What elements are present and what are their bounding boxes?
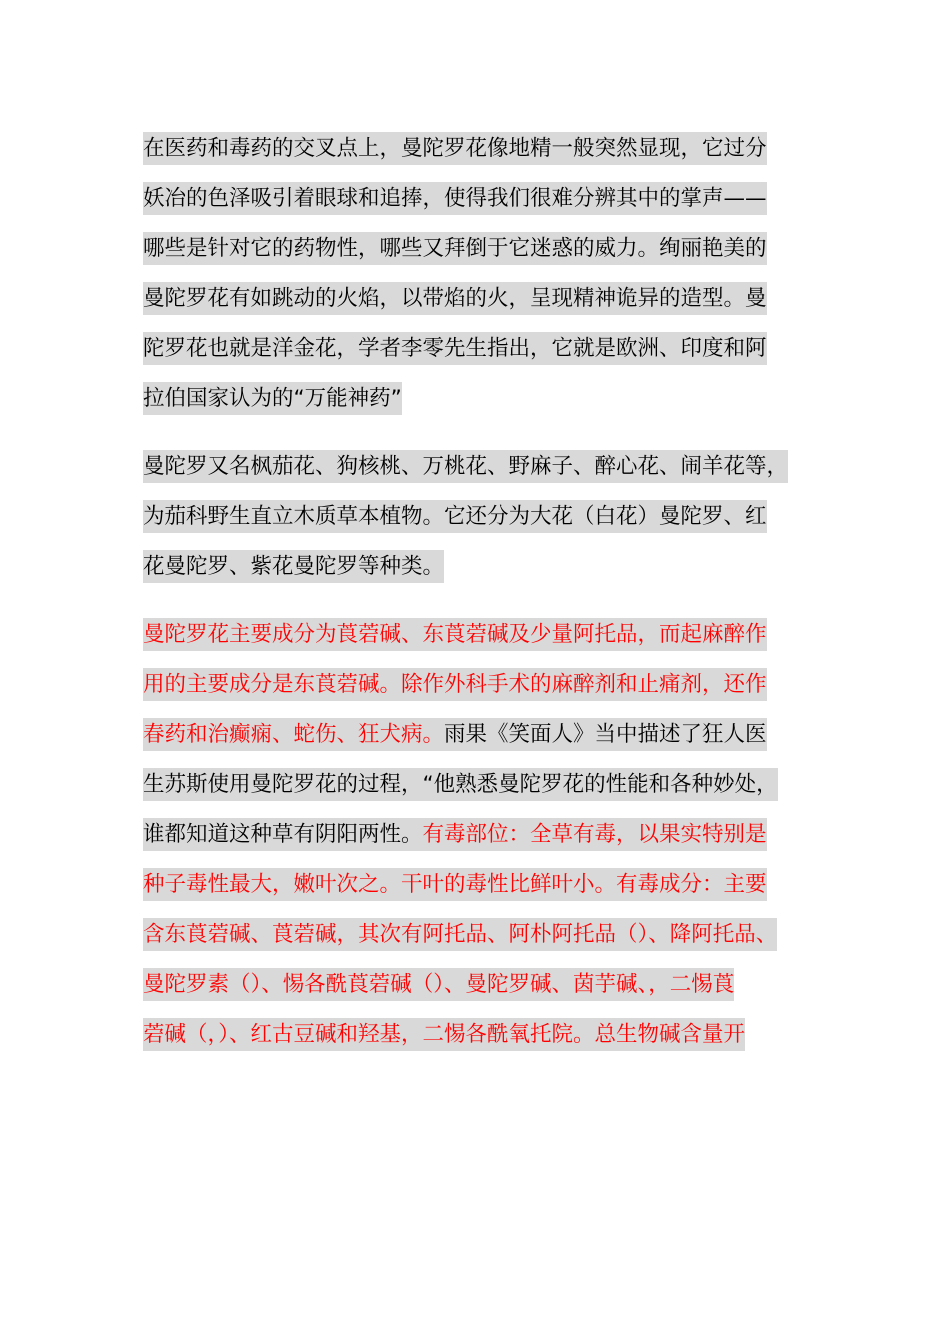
text-line [143, 760, 815, 810]
emphasis-text-segment: 曼陀罗花主要成分为莨菪碱、东莨菪碱及少量阿托品，而起麻醉作 [143, 622, 767, 647]
text-line [143, 324, 815, 374]
text-line [143, 274, 815, 324]
text-line [143, 660, 815, 710]
text-segment: 生苏斯使用曼陀罗花的过程，“他熟悉曼陀罗花的性能和各种妙处， [143, 772, 778, 797]
highlighted-text [143, 500, 767, 533]
text-line [143, 124, 815, 174]
text-line [143, 860, 815, 910]
text-line [143, 710, 815, 760]
paragraph-components [143, 610, 815, 1060]
text-line [143, 224, 815, 274]
emphasis-text-segment: 春药和治癫痫、蛇伤、狂犬病。 [143, 722, 445, 747]
highlighted-text [143, 332, 767, 365]
emphasis-text-segment: 用的主要成分是东莨菪碱。除作外科手术的麻醉剂和止痛剂，还作 [143, 672, 767, 697]
highlighted-text [143, 668, 767, 701]
text-line [143, 492, 815, 542]
highlighted-text [143, 868, 767, 901]
text-line [143, 174, 815, 224]
text-segment: 拉伯国家认为的“万能神药” [143, 386, 402, 411]
text-segment: 雨果《笑面人》当中描述了狂人医 [444, 722, 767, 747]
emphasis-text-segment: 曼陀罗素（）、惕各酰莨菪碱（）、曼陀罗碱、茵芋碱、，二惕莨 [143, 972, 735, 997]
emphasis-text-segment: 含东莨菪碱、莨菪碱，其次有阿托品、阿朴阿托品（）、降阿托品、 [143, 922, 778, 947]
paragraph-intro [143, 124, 815, 424]
text-segment: 花曼陀罗、紫花曼陀罗等种类。 [143, 554, 445, 579]
highlighted-text [143, 132, 767, 165]
text-segment: 谁都知道这种草有阴阳两性。 [143, 822, 423, 847]
emphasis-text-segment: 菪碱（，）、红古豆碱和羟基，二惕各酰氧托院。总生物碱含量开 [143, 1022, 746, 1047]
emphasis-text-segment: 有毒部位：全草有毒，以果实特别是 [422, 822, 767, 847]
text-segment: 曼陀罗又名枫茄花、狗核桃、万桃花、野麻子、醉心花、闹羊花等， [143, 454, 789, 479]
text-line [143, 960, 815, 1010]
text-line [143, 442, 815, 492]
text-segment: 哪些是针对它的药物性，哪些又拜倒于它迷惑的威力。绚丽艳美的 [143, 236, 767, 261]
highlighted-text [143, 232, 767, 265]
highlighted-text [143, 382, 402, 415]
highlighted-text [143, 718, 767, 751]
highlighted-text [143, 450, 788, 483]
highlighted-text [143, 1018, 745, 1051]
text-segment: 妖冶的色泽吸引着眼球和追捧，使得我们很难分辨其中的掌声—— [143, 186, 767, 211]
highlighted-text [143, 618, 767, 651]
text-line [143, 810, 815, 860]
paragraph-aliases [143, 442, 815, 592]
text-segment: 在医药和毒药的交叉点上，曼陀罗花像地精一般突然显现，它过分 [143, 136, 767, 161]
highlighted-text [143, 818, 767, 851]
highlighted-text [143, 918, 777, 951]
text-line [143, 542, 815, 592]
highlighted-text [143, 768, 778, 801]
text-segment: 陀罗花也就是洋金花，学者李零先生指出，它就是欧洲、印度和阿 [143, 336, 767, 361]
text-segment: 为茄科野生直立木质草本植物。它还分为大花（白花）曼陀罗、红 [143, 504, 767, 529]
text-line [143, 610, 815, 660]
text-line [143, 910, 815, 960]
text-segment: 曼陀罗花有如跳动的火焰，以带焰的火，呈现精神诡异的造型。曼 [143, 286, 767, 311]
text-line [143, 374, 815, 424]
emphasis-text-segment: 种子毒性最大，嫩叶次之。干叶的毒性比鲜叶小。有毒成分：主要 [143, 872, 767, 897]
highlighted-text [143, 282, 767, 315]
highlighted-text [143, 182, 767, 215]
text-line [143, 1010, 815, 1060]
highlighted-text [143, 550, 444, 583]
highlighted-text [143, 968, 734, 1001]
